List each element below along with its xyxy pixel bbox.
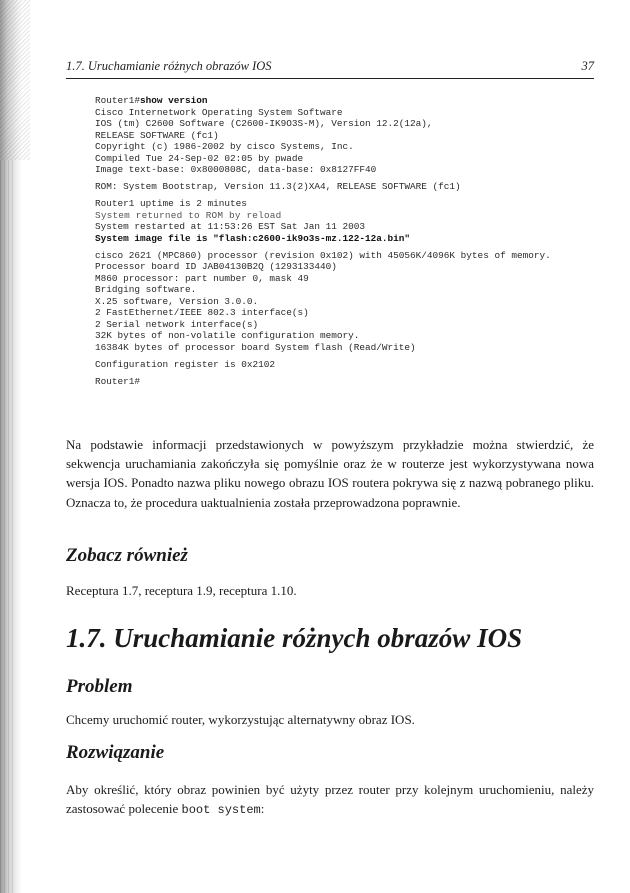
problem-heading: Problem bbox=[66, 676, 133, 697]
terminal-line bbox=[95, 130, 595, 142]
terminal-line-text: M860 processor: part number 0, mask 49 bbox=[95, 272, 309, 284]
terminal-line bbox=[95, 233, 595, 245]
running-header bbox=[66, 58, 594, 79]
running-title: 1.7. Uruchamianie różnych obrazów IOS bbox=[66, 59, 272, 73]
problem-text: Chcemy uruchomić router, wykorzystując alternatywny obraz IOS. bbox=[66, 712, 415, 727]
terminal-line bbox=[95, 250, 595, 262]
terminal-line-text: System image file is "flash:c2600-ik9o3s-mz.122-12a.bin" bbox=[95, 232, 411, 244]
terminal-output bbox=[95, 95, 595, 387]
terminal-line bbox=[95, 118, 595, 130]
solution-heading: Rozwiązanie bbox=[66, 742, 165, 763]
boot-system-command: boot system bbox=[181, 803, 261, 818]
terminal-line bbox=[95, 261, 595, 273]
terminal-line bbox=[95, 95, 595, 107]
page-number: 37 bbox=[581, 59, 594, 73]
terminal-line bbox=[95, 307, 595, 319]
scan-noise-top bbox=[0, 0, 30, 160]
solution-text-end: : bbox=[260, 801, 265, 817]
scan-noise-edge bbox=[0, 160, 14, 893]
terminal-line bbox=[95, 359, 595, 371]
terminal-line bbox=[95, 342, 595, 354]
terminal-line-text: Processor board ID JAB04130B2Q (1293133440) bbox=[95, 261, 337, 272]
terminal-line-text: Router1# bbox=[95, 375, 141, 387]
terminal-line-text: X.25 software, Version 3.0.0. bbox=[95, 295, 259, 307]
terminal-line bbox=[95, 198, 595, 210]
terminal-line-text: Configuration register is 0x2102 bbox=[95, 358, 276, 370]
terminal-line-text: Image text-base: 0x8000808C, data-base: 0x8127FF40 bbox=[95, 164, 377, 175]
terminal-line-text: Bridging software. bbox=[95, 284, 197, 295]
terminal-line-text: Compiled Tue 24-Sep-02 02:05 by pwade bbox=[95, 152, 304, 164]
terminal-line-text: ROM: System Bootstrap, Version 11.3(2)XA4, RELEASE SOFTWARE (fc1) bbox=[95, 181, 461, 192]
terminal-line-text: Router1 uptime is 2 minutes bbox=[95, 198, 247, 209]
terminal-line-text: 16384K bytes of processor board System flash (Read/Write) bbox=[95, 341, 416, 353]
terminal-line-text: Copyright (c) 1986-2002 by cisco Systems, Inc. bbox=[95, 141, 354, 152]
solution-text-body: Aby określić, który obraz powinien być użyty przez router przy kolejnym uruchomieniu, należy zastosować polecenie bbox=[66, 782, 594, 817]
see-also-heading: Zobacz również bbox=[66, 545, 188, 566]
terminal-line-text: 2 FastEthernet/IEEE 802.3 interface(s) bbox=[95, 307, 309, 318]
terminal-line-text: cisco 2621 (MPC860) processor (revision 0x102) with 45056K/4096K bytes of memory. bbox=[95, 249, 551, 261]
terminal-line-text: Cisco Internetwork Operating System Software bbox=[95, 106, 343, 118]
section-title: 1.7. Uruchamianie różnych obrazów IOS bbox=[66, 623, 523, 653]
see-also-text: Receptura 1.7, receptura 1.9, receptura 1.10. bbox=[66, 583, 297, 598]
terminal-line bbox=[95, 153, 595, 165]
terminal-line-text: IOS (tm) C2600 Software (C2600-IK9O3S-M), Version 12.2(12a), bbox=[95, 118, 433, 129]
terminal-line bbox=[95, 210, 595, 222]
terminal-line bbox=[95, 376, 595, 388]
terminal-line-text: System restarted at 11:53:26 EST Sat Jan 11 2003 bbox=[95, 221, 366, 232]
summary-paragraph: Na podstawie informacji przedstawionych w powyższym przykładzie można stwierdzić, że sekwencja uruchamiania zakończyła się pomyślnie oraz że w routerze jest wykorzystywana nowa wersja IOS. Ponadto nazwa pliku nowego obrazu IOS routera pokrywa się z nazwą pobranego pliku. Oznacza to, że procedura uaktualnienia została przeprowadzona poprawnie. bbox=[66, 437, 594, 510]
terminal-line bbox=[95, 284, 595, 296]
terminal-line bbox=[95, 330, 595, 342]
terminal-line bbox=[95, 221, 595, 233]
terminal-line bbox=[95, 164, 595, 176]
solution-text bbox=[66, 780, 594, 820]
terminal-line-text: System returned to ROM by reload bbox=[95, 209, 282, 221]
terminal-line-text: 32K bytes of non-volatile configuration memory. bbox=[95, 330, 360, 341]
terminal-command: show version bbox=[140, 95, 208, 106]
terminal-line-text: 2 Serial network interface(s) bbox=[95, 318, 259, 330]
terminal-line bbox=[95, 181, 595, 193]
terminal-line bbox=[95, 107, 595, 119]
terminal-line-text: Router1# bbox=[95, 95, 141, 106]
terminal-line-text: RELEASE SOFTWARE (fc1) bbox=[95, 129, 219, 141]
terminal-line bbox=[95, 319, 595, 331]
terminal-line bbox=[95, 296, 595, 308]
terminal-line bbox=[95, 141, 595, 153]
terminal-line bbox=[95, 273, 595, 285]
